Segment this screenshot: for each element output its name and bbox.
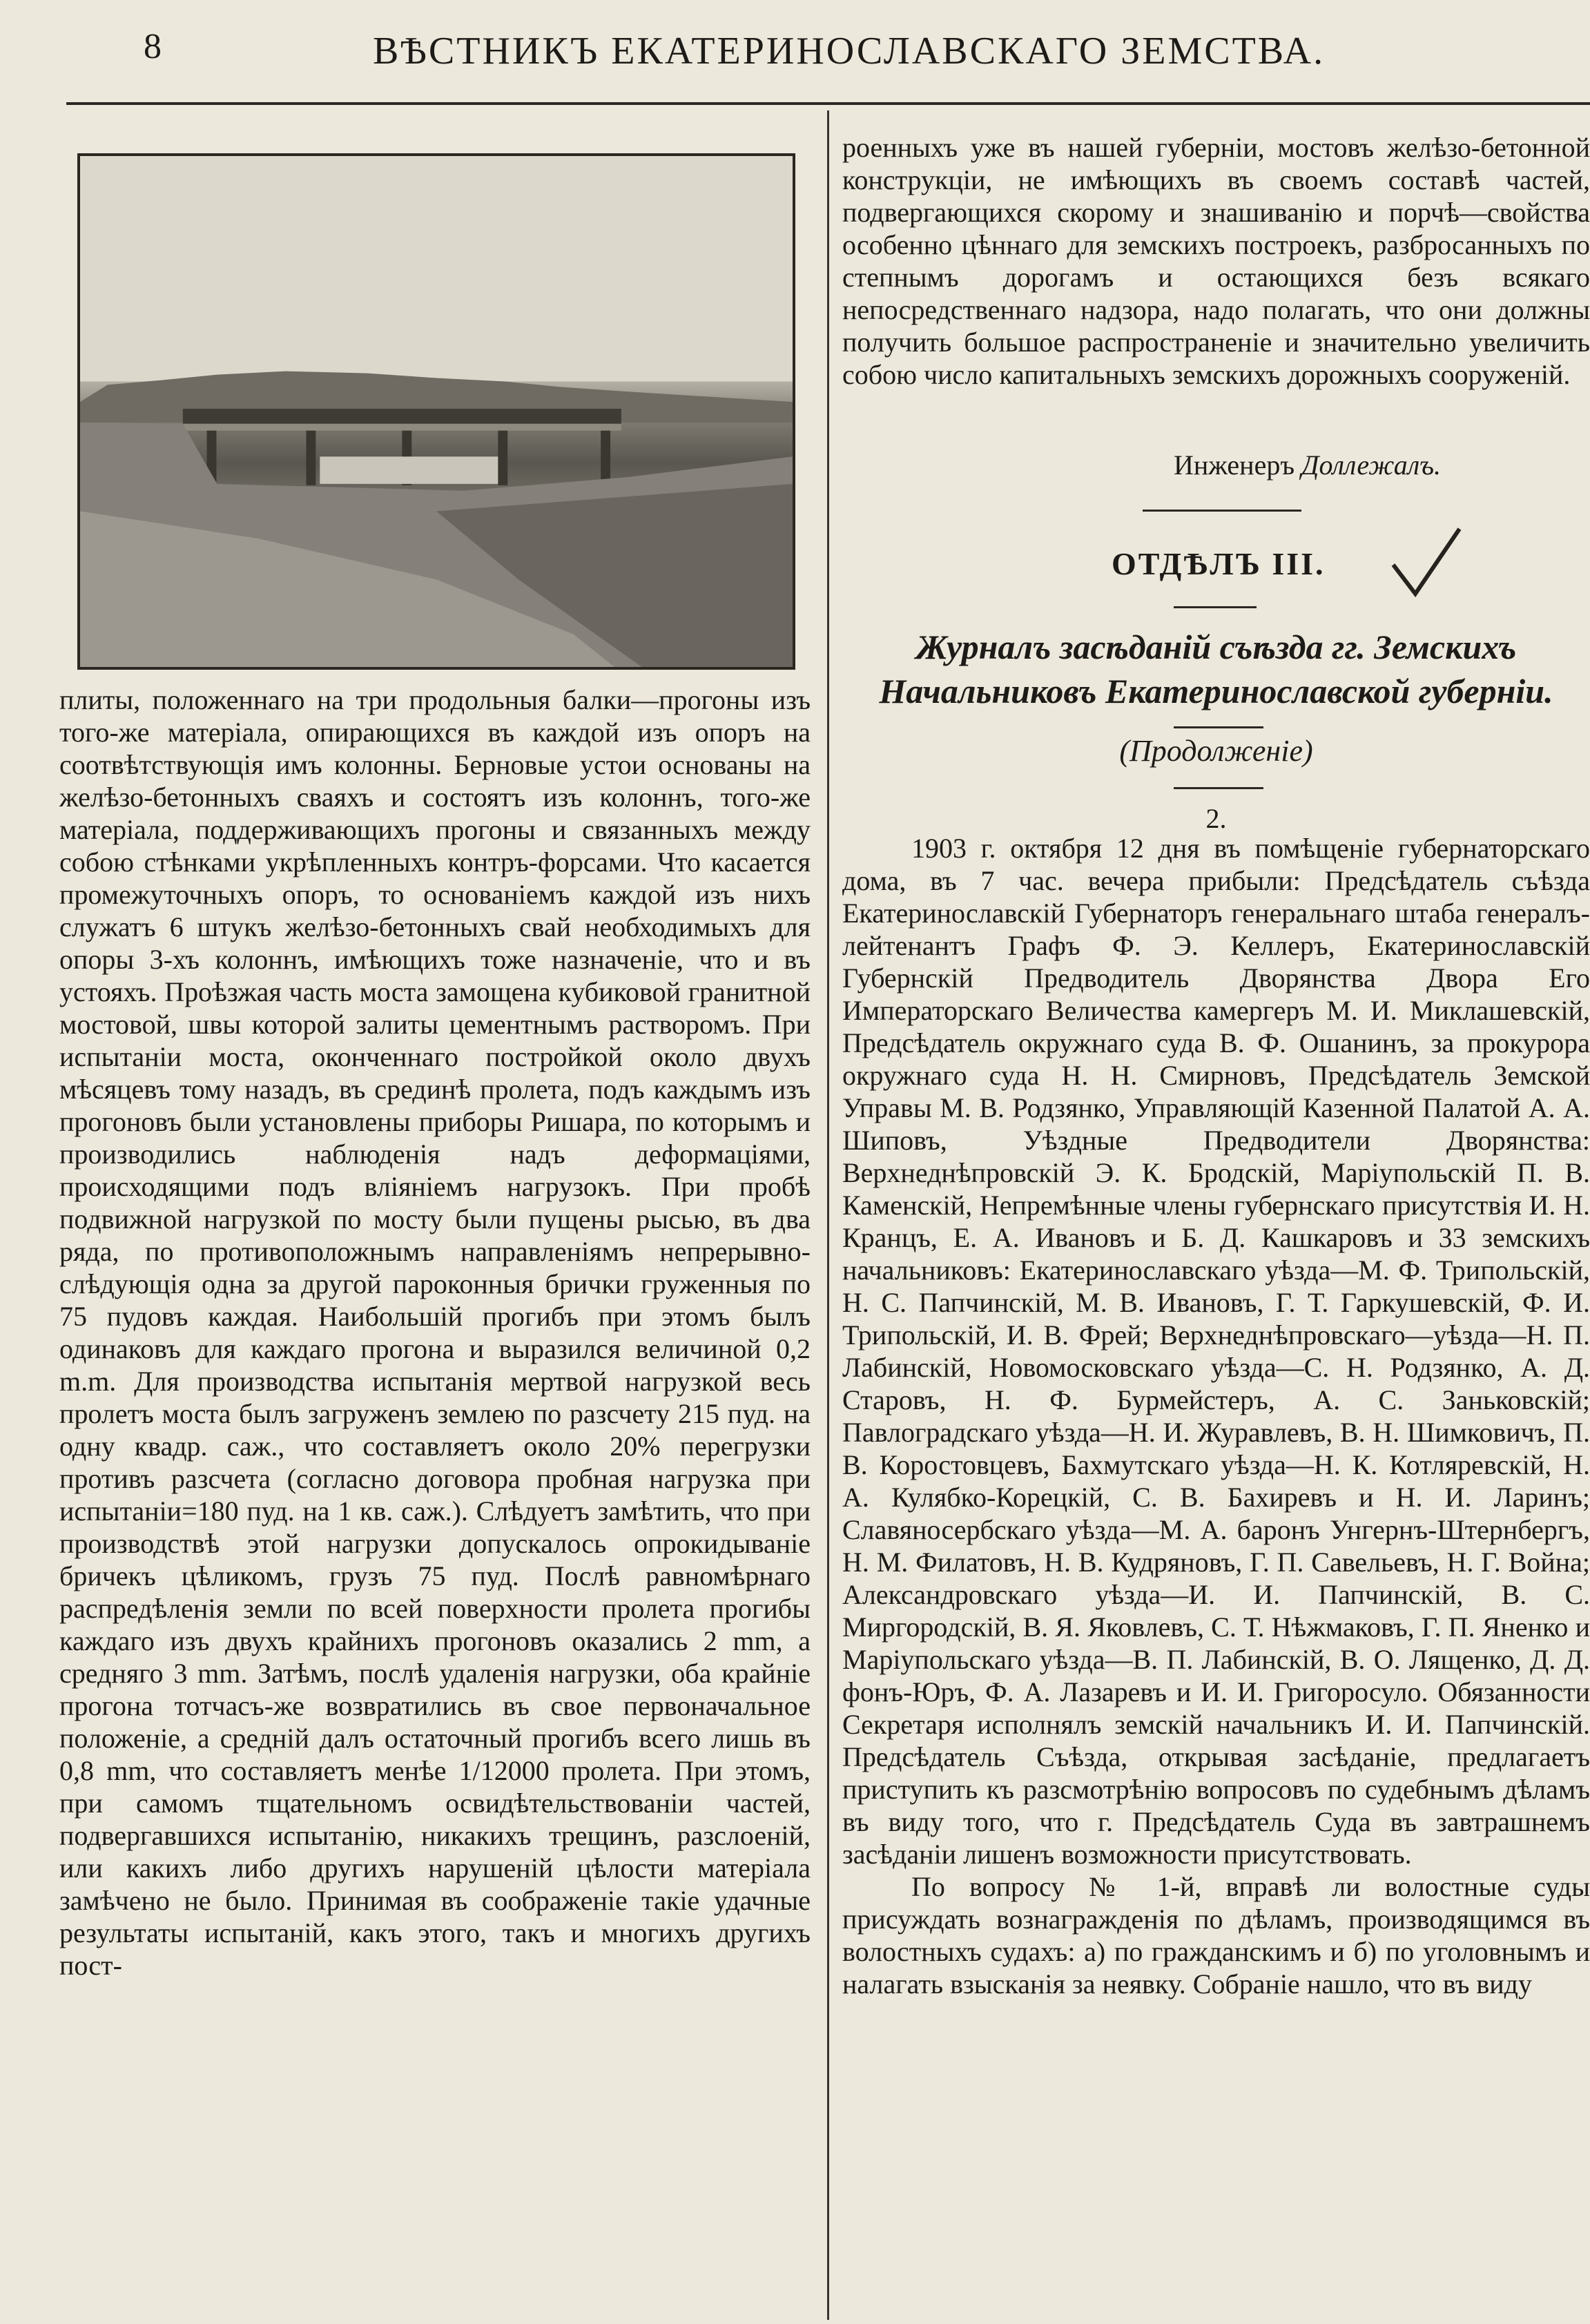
author-signature (1174, 449, 1441, 481)
divider (1143, 510, 1301, 512)
body-paragraph: По вопросу № 1-й, вправѣ ли волостные суды присуждать вознагражденія по дѣламъ, производящимся въ волостныхъ судахъ: а) по гражданскимъ и б) по уголовнымъ и налагать взысканія за неявку. Собраніе нашло, что въ виду (842, 1871, 1590, 1999)
divider (1174, 726, 1263, 728)
page-number: 8 (144, 27, 162, 66)
journal-title: ВѢСТНИКЪ ЕКАТЕРИНОСЛАВСКАГО ЗЕМСТВА. (373, 30, 1326, 72)
column-divider (827, 110, 829, 2320)
checkmark-icon (1388, 525, 1464, 601)
entry-number: 2. (1205, 803, 1227, 834)
article-title: Журналъ засѣданій съѣзда гг. Земскихъ Начальниковъ Екатеринославской губерніи. (879, 628, 1553, 710)
divider (1174, 787, 1263, 789)
body-paragraph: роенныхъ уже въ нашей губерніи, мостовъ желѣзо-бетонной конструкціи, не имѣющихъ въ своемъ составѣ частей, подвергающихся скорому и знашиванію и порчѣ—свойства особенно цѣннаго для земскихъ построекъ, разбросанныхъ по степнымъ дорогамъ и остающихся безъ всякаго непосредственнаго надзора, надо полагать, что они должны получить большое распространеніе и значительно увеличить собою число капитальныхъ земскихъ дорожныхъ сооруженій. (842, 132, 1590, 390)
body-paragraph: 1903 г. октября 12 дня въ помѣщеніе губернаторскаго дома, въ 7 час. вечера прибыли: Предсѣдатель съѣзда Екатеринославскій Губернаторъ генеральнаго штаба генералъ-лейтенантъ Графъ Ф. Э. Келлеръ, Екатеринославскій Губернскій Предводитель Дворянства Двора Его Императорскаго Величества камергеръ М. И. Миклашевскій, Предсѣдатель окружнаго суда В. Ф. Ошанинъ, за прокурора окружнаго суда Н. Н. Смирновъ, Предсѣдатель Земской Управы М. В. Родзянко, Управляющій Казенной Палатой А. А. Шиповъ, Уѣздные Предводители Дворянства: Верхнеднѣпровскій Э. К. Бродскій, Маріупольскій П. В. Каменскій, Непремѣнные члены губернскаго присутствія И. Н. Кранцъ, Е. А. Ивановъ и Б. Д. Кашкаровъ и 33 земскихъ начальниковъ: Екатеринославскаго уѣзда—М. Ф. Трипольскій, Н. С. Папчинскій, М. В. Ивановъ, Г. Т. Гаркушевскій, Ф. И. Трипольскій, И. В. Фрей; Верхнеднѣпровскаго—уѣзда—Н. П. Лабинскій, Новомосковскаго уѣзда—С. Н. Родзянко, А. Д. Старовъ, Н. Ф. Бурмейстеръ, А. С. Заньковскій; Павлоградскаго уѣзда—Н. И. Журавлевъ, В. Н. Шимковичъ, П. В. Коростовцевъ, Бахмутскаго уѣзда—Н. К. Котляревскій, Н. А. Кулябко-Корецкій, С. В. Бахиревъ и Н. И. Ларинъ; Славяносербскаго уѣзда—М. А. баронъ Унгернъ-Штернбергъ, Н. М. Филатовъ, Н. В. Кудряновъ, Г. П. Савельевъ, Н. Г. Война; Александровскаго уѣзда—И. И. Папчинскій, В. С. Миргородскій, В. Я. Яковлевъ, С. Т. Нѣжмаковъ, Г. П. Яненко и Маріупольскаго уѣзда—В. П. Лабинскій, В. О. Лященко, Д. Д. фонъ-Юръ, Ф. А. Лазаревъ и И. И. Григоросуло. Обязанности Секретаря исполнялъ земскій начальникъ И. И. Папчинскій. Предсѣдатель Съѣзда, открывая засѣданіе, предлагаетъ приступить къ разсмотрѣнію вопросовъ по судебнымъ дѣламъ въ виду того, что г. Предсѣдатель Суда въ завтрашнемъ засѣданіи лишенъ возможности присутствовать. (842, 833, 1590, 1870)
body-paragraph: плиты, положеннаго на три продольныя балки—прогоны изъ того-же матеріала, опирающихся въ каждой изъ опоръ на соотвѣтствующія имъ колонны. Берновые устои основаны на желѣзо-бетонныхъ сваяхъ и состоятъ изъ колоннъ, того-же матеріала, поддерживающихъ прогоны и связанныхъ между собою стѣнками укрѣпленныхъ контръ-форсами. Что касается промежуточныхъ опоръ, то основаніемъ каждой изъ нихъ служатъ 6 штукъ желѣзо-бетонныхъ свай необходимыхъ для опоры 3-хъ колоннъ, имѣющихъ тоже назначеніе, что и въ устояхъ. Проѣзжая часть моста замощена кубиковой гранитной мостовой, швы которой залиты цементнымъ растворомъ. При испытаніи моста, оконченнаго постройкой около двухъ мѣсяцевъ тому назадъ, въ срединѣ пролета, подъ каждымъ изъ прогоновъ были установлены приборы Ришара, по которымъ и производились наблюденія надъ деформаціями, происходящими подъ вліяніемъ нагрузокъ. При пробѣ подвижной нагрузкой по мосту были пущены рысью, въ два ряда, по противоположнымъ направленіямъ непрерывно-слѣдующія одна за другой пароконныя брички груженныя по 75 пудовъ каждая. Наибольшій прогибъ при этомъ былъ одинаковъ для каждаго прогона и выразился величиной 0,2 m.m. Для производства испытанія мертвой нагрузкой весь пролетъ моста былъ загруженъ землею по разсчету 215 пуд. на одну квадр. саж., что составляетъ около 20% перегрузки противъ разсчета (согласно договора пробная нагрузка при испытаніи=180 пуд. на 1 кв. саж.). Слѣдуетъ замѣтить, что при производствѣ этой нагрузки допускалось опрокидываніе бричекъ цѣликомъ, грузъ 75 пуд. Послѣ равномѣрнаго распредѣленія земли по всей поверхности пролета прогибы каждаго изъ двухъ крайнихъ прогоновъ оказались 2 mm, а средняго 3 mm. Затѣмъ, послѣ удаленія нагрузки, оба крайніе прогона тотчасъ-же возвратились въ свое первоначальное положеніе, а средній далъ остаточный прогибъ всего лишь въ 0,8 mm, что составляетъ менѣе 1/12000 пролета. При этомъ, при самомъ тщательномъ освидѣтельствованіи частей, подвергавшихся испытанію, никакихъ трещинъ, разслоеній, или какихъ либо другихъ нарушеній цѣлости матеріала замѣчено не было. Принимая въ соображеніе такіе удачные результаты испытаній, какъ этого, такъ и многихъ другихъ пост- (59, 684, 811, 1981)
left-column-text (59, 684, 811, 1982)
right-column-bottom-text (842, 832, 1590, 2000)
divider (1174, 606, 1257, 608)
section-heading: ОТДѢЛЪ III. (1112, 546, 1326, 581)
article-subtitle: (Продолженіе) (1119, 734, 1313, 768)
signature-name: Доллежалъ. (1301, 449, 1441, 481)
signature-role: Инженеръ (1174, 449, 1295, 481)
running-header (0, 21, 1590, 83)
bridge-photograph (77, 153, 795, 670)
right-column-top-text (842, 131, 1590, 391)
header-rule (66, 102, 1590, 105)
